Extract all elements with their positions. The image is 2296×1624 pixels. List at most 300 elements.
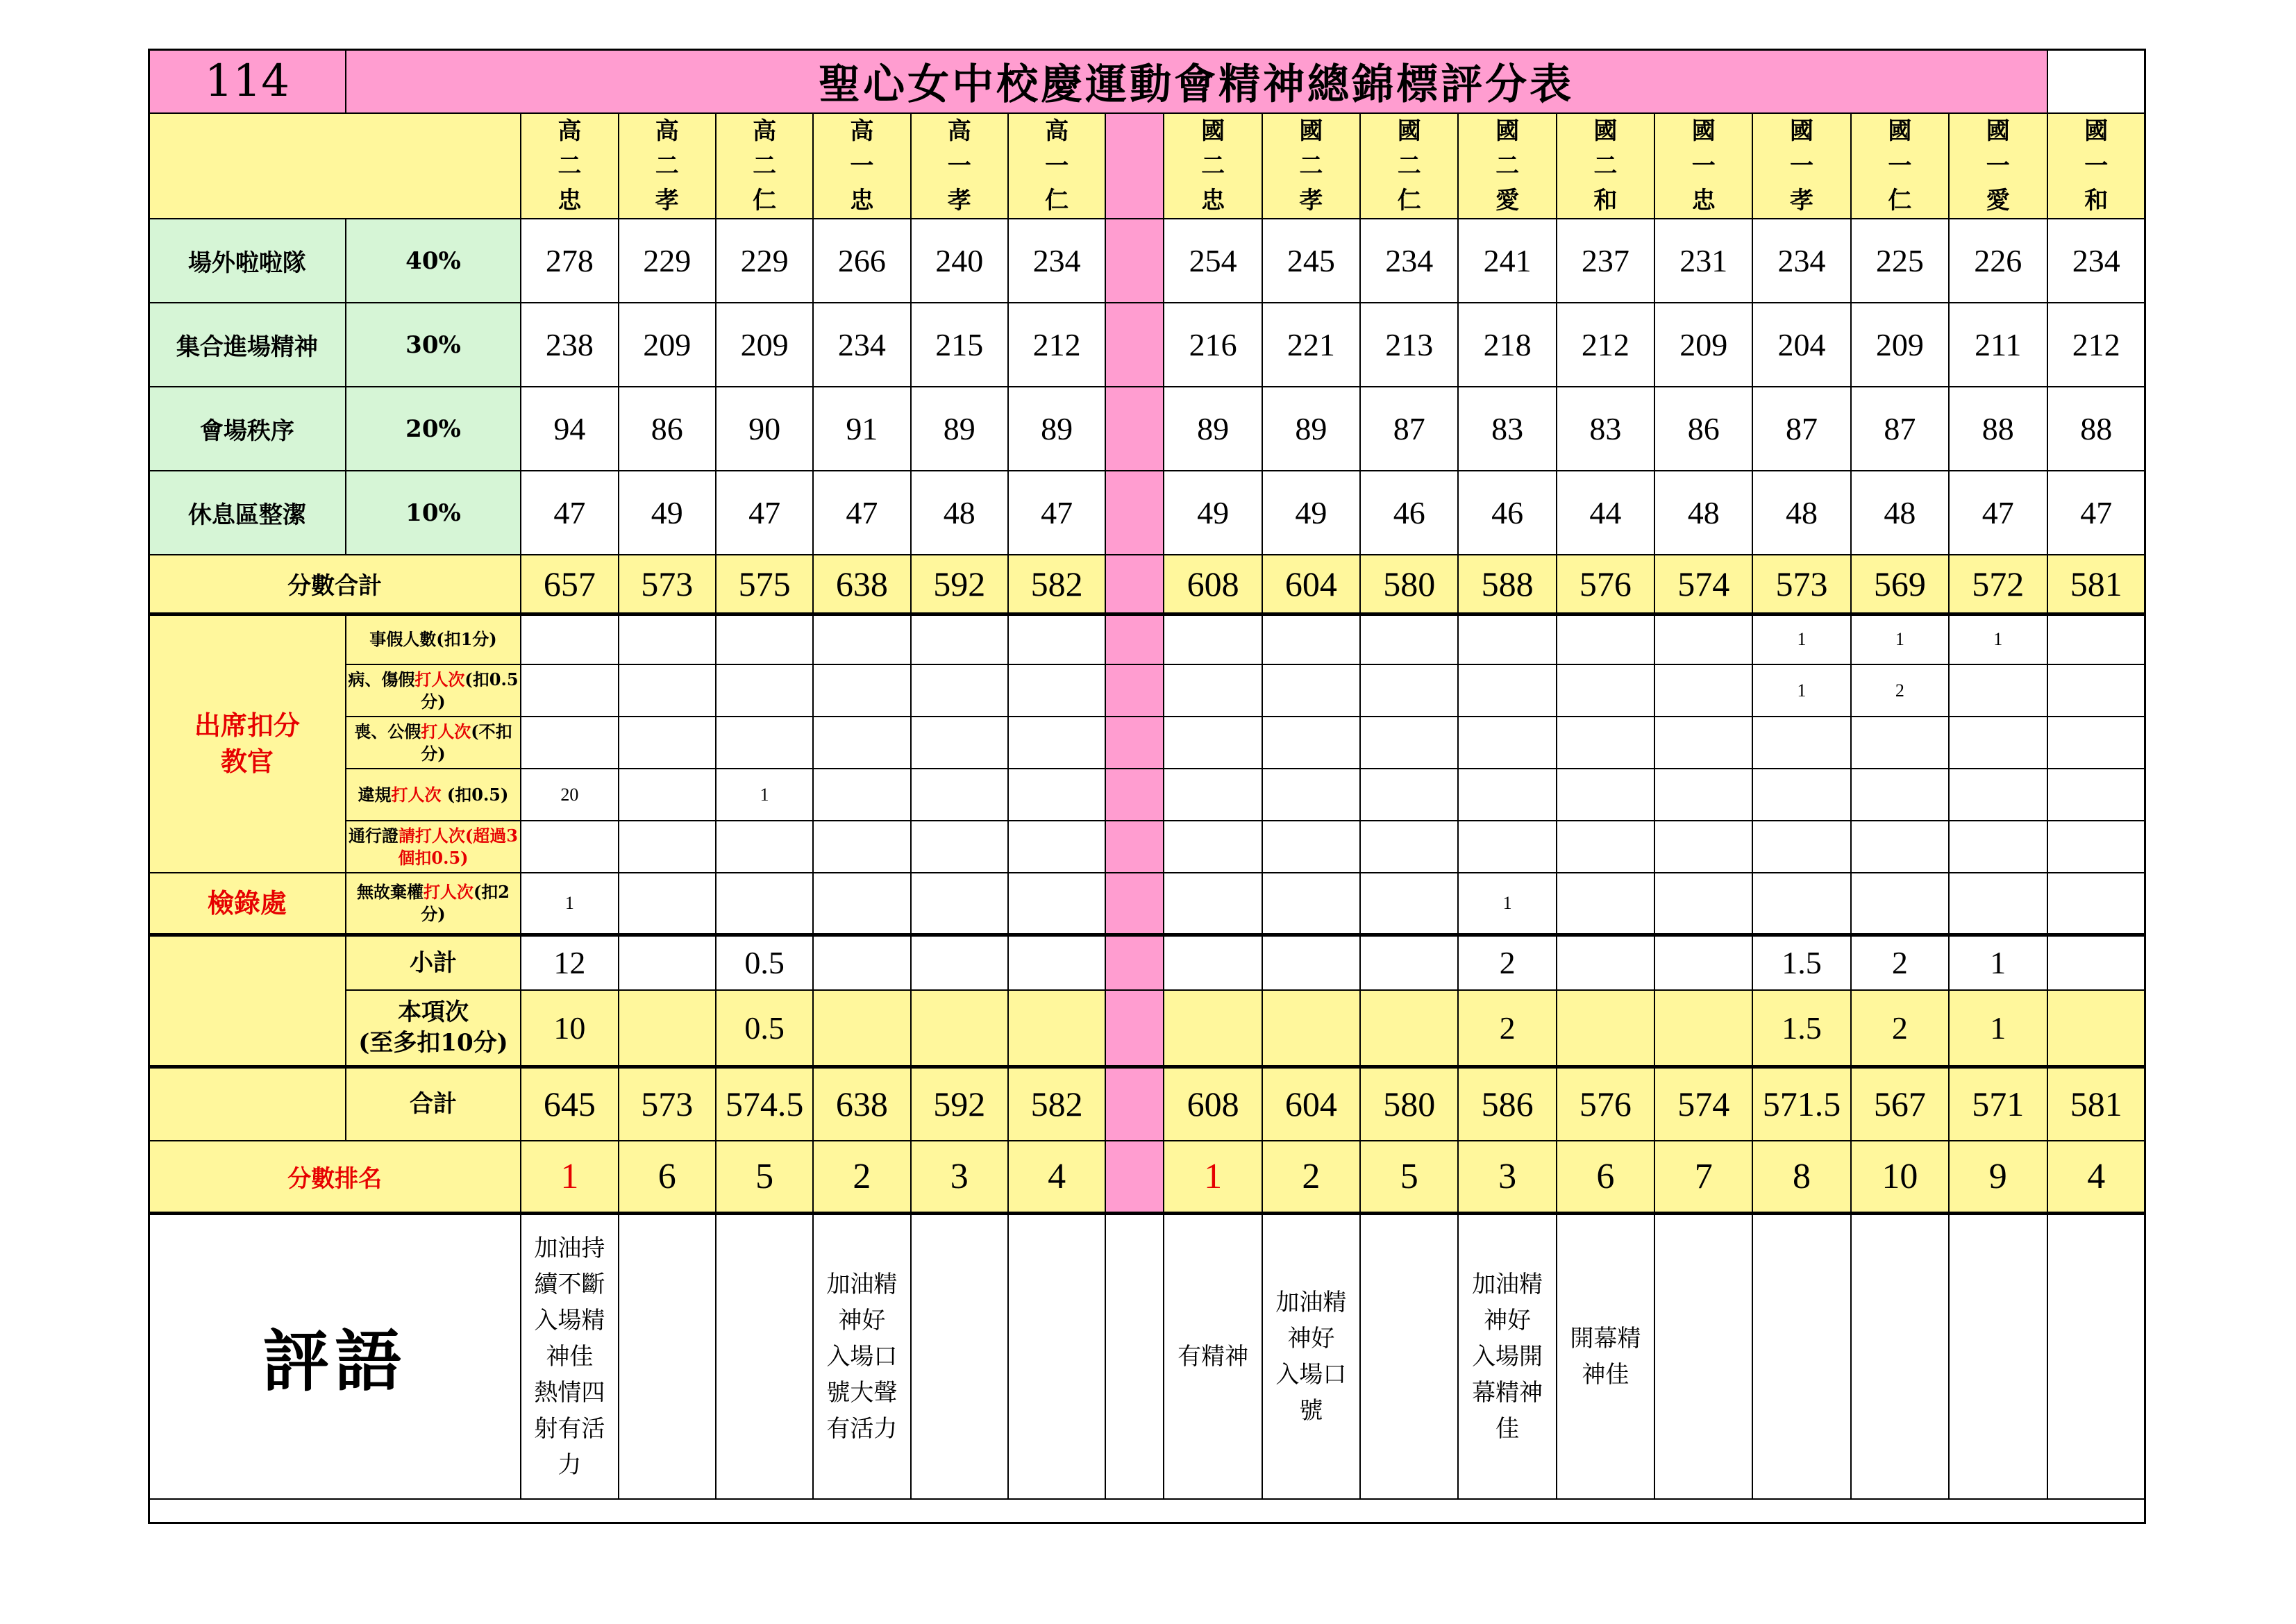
attendance-cell-junior-9 (2047, 821, 2145, 873)
score-cell-junior-9: 88 (2047, 387, 2145, 471)
attendance-cell-junior-8 (1949, 717, 2047, 769)
table-row (149, 219, 2145, 303)
subtotal-cell-high-5: 582 (1008, 555, 1105, 614)
category-weight: 20% (346, 387, 521, 471)
score-cell-junior-7: 209 (1851, 303, 1949, 387)
attendance-cell-junior-6: 1 (1752, 614, 1850, 664)
attendance-cell-junior-4 (1557, 769, 1654, 821)
score-cell-junior-0: 49 (1164, 471, 1262, 555)
subtotal-cell-high-4: 592 (911, 555, 1008, 614)
divider-column (1105, 614, 1164, 664)
attendance-cell-high-5 (1008, 614, 1105, 664)
attendance-cell-junior-2 (1360, 614, 1458, 664)
table-row (149, 113, 2145, 219)
score-cell-junior-7: 87 (1851, 387, 1949, 471)
score-cell-high-1: 49 (619, 471, 716, 555)
attendance-cell-junior-0 (1164, 769, 1262, 821)
total-cell-high-0: 645 (521, 1066, 618, 1141)
attendance-cell-high-2 (716, 664, 813, 717)
attendance-cell-junior-5 (1654, 769, 1752, 821)
category-label: 集合進場精神 (149, 303, 346, 387)
divider-column (1105, 873, 1164, 935)
attendance-cell-junior-2 (1360, 821, 1458, 873)
ranking-cell-junior-4: 6 (1557, 1141, 1654, 1213)
score-cell-high-3: 47 (813, 471, 910, 555)
score-cell-junior-6: 234 (1752, 219, 1850, 303)
comment-junior-5 (1654, 1213, 1752, 1499)
score-cell-high-5: 234 (1008, 219, 1105, 303)
class-header-junior-7: 國 一 仁 (1851, 113, 1949, 219)
divider-column (1105, 303, 1164, 387)
table-row (149, 935, 2145, 990)
attendance-cell-high-3 (813, 769, 910, 821)
attendance-cell-junior-0 (1164, 821, 1262, 873)
comment-junior-7 (1851, 1213, 1949, 1499)
attendance-item-label: 事假人數(扣1分) (346, 614, 521, 664)
score-cell-high-2: 47 (716, 471, 813, 555)
corner-cell (149, 113, 521, 219)
total-cell-junior-6: 571.5 (1752, 1066, 1850, 1141)
score-cell-high-3: 91 (813, 387, 910, 471)
score-cell-junior-4: 237 (1557, 219, 1654, 303)
inspection-cell-high-0: 1 (521, 873, 618, 935)
score-cell-junior-4: 44 (1557, 471, 1654, 555)
comment-junior-2 (1360, 1213, 1458, 1499)
divider-column (1105, 664, 1164, 717)
score-cell-high-1: 229 (619, 219, 716, 303)
attendance-cell-junior-4 (1557, 717, 1654, 769)
attendance-cell-high-5 (1008, 821, 1105, 873)
comment-high-4 (911, 1213, 1008, 1499)
inspection-cell-junior-4 (1557, 873, 1654, 935)
score-cell-junior-2: 213 (1360, 303, 1458, 387)
attendance-cell-junior-1 (1262, 717, 1360, 769)
divider-column (1105, 1066, 1164, 1141)
ranking-label: 分數排名 (149, 1141, 521, 1213)
total-cell-junior-1: 604 (1262, 1066, 1360, 1141)
attendance-section-label: 出席扣分 教官 (149, 614, 346, 873)
deduction-capped-cell-junior-4 (1557, 990, 1654, 1066)
table-row (149, 873, 2145, 935)
inspection-cell-high-5 (1008, 873, 1105, 935)
attendance-cell-high-4 (911, 717, 1008, 769)
attendance-cell-junior-1 (1262, 614, 1360, 664)
attendance-cell-high-4 (911, 614, 1008, 664)
score-cell-high-4: 240 (911, 219, 1008, 303)
deduction-capped-cell-high-2: 0.5 (716, 990, 813, 1066)
total-cell-high-5: 582 (1008, 1066, 1105, 1141)
attendance-item-label: 違規打人次 (扣0.5) (346, 769, 521, 821)
attendance-cell-junior-1 (1262, 664, 1360, 717)
class-header-high-3: 高 一 忠 (813, 113, 910, 219)
subtotal-cell-junior-0: 608 (1164, 555, 1262, 614)
ranking-cell-junior-9: 4 (2047, 1141, 2145, 1213)
attendance-cell-junior-7 (1851, 821, 1949, 873)
table-row (149, 614, 2145, 664)
inspection-cell-junior-9 (2047, 873, 2145, 935)
class-header-high-1: 高 二 孝 (619, 113, 716, 219)
attendance-cell-junior-8 (1949, 821, 2047, 873)
comment-high-2 (716, 1213, 813, 1499)
attendance-cell-high-0 (521, 664, 618, 717)
ranking-cell-junior-3: 3 (1458, 1141, 1556, 1213)
attendance-cell-junior-5 (1654, 821, 1752, 873)
inspection-cell-junior-2 (1360, 873, 1458, 935)
ranking-cell-junior-0: 1 (1164, 1141, 1262, 1213)
comment-high-5 (1008, 1213, 1105, 1499)
attendance-cell-high-1 (619, 821, 716, 873)
deduction-capped-cell-high-3 (813, 990, 910, 1066)
attendance-cell-junior-3 (1458, 614, 1556, 664)
class-header-junior-1: 國 二 孝 (1262, 113, 1360, 219)
score-cell-high-0: 278 (521, 219, 618, 303)
class-header-junior-5: 國 一 忠 (1654, 113, 1752, 219)
score-cell-junior-8: 226 (1949, 219, 2047, 303)
deduction-subtotal-cell-high-5 (1008, 935, 1105, 990)
table-row (149, 990, 2145, 1066)
score-cell-junior-5: 209 (1654, 303, 1752, 387)
attendance-item-label: 通行證請打人次(超過3個扣0.5) (346, 821, 521, 873)
comment-junior-1: 加油精 神好 入場口 號 (1262, 1213, 1360, 1499)
deduction-capped-cell-high-4 (911, 990, 1008, 1066)
class-header-junior-0: 國 二 忠 (1164, 113, 1262, 219)
comment-junior-3: 加油精 神好 入場開 幕精神 佳 (1458, 1213, 1556, 1499)
score-cell-high-5: 89 (1008, 387, 1105, 471)
score-cell-junior-7: 48 (1851, 471, 1949, 555)
page-title: 聖心女中校慶運動會精神總錦標評分表 (346, 49, 2047, 113)
comment-junior-0: 有精神 (1164, 1213, 1262, 1499)
attendance-cell-junior-3 (1458, 769, 1556, 821)
subtotal-cell-high-0: 657 (521, 555, 618, 614)
class-header-junior-4: 國 二 和 (1557, 113, 1654, 219)
divider-column (1105, 821, 1164, 873)
attendance-cell-junior-4 (1557, 821, 1654, 873)
score-cell-junior-5: 86 (1654, 387, 1752, 471)
divider-column (1105, 990, 1164, 1066)
attendance-cell-high-1 (619, 664, 716, 717)
total-cell-junior-3: 586 (1458, 1066, 1556, 1141)
attendance-cell-high-0 (521, 717, 618, 769)
inspection-cell-high-1 (619, 873, 716, 935)
attendance-cell-junior-4 (1557, 664, 1654, 717)
subtotal-cell-junior-4: 576 (1557, 555, 1654, 614)
subtotal-cell-junior-8: 572 (1949, 555, 2047, 614)
score-cell-junior-2: 234 (1360, 219, 1458, 303)
deduction-capped-cell-junior-8: 1 (1949, 990, 2047, 1066)
ranking-cell-high-5: 4 (1008, 1141, 1105, 1213)
attendance-item-label: 喪、公假打人次(不扣分) (346, 717, 521, 769)
attendance-cell-junior-2 (1360, 717, 1458, 769)
deduction-subtotal-cell-junior-3: 2 (1458, 935, 1556, 990)
subtotal-cell-junior-2: 580 (1360, 555, 1458, 614)
score-cell-high-0: 47 (521, 471, 618, 555)
attendance-cell-junior-0 (1164, 614, 1262, 664)
subtotal-cell-junior-6: 573 (1752, 555, 1850, 614)
deduction-capped-cell-junior-7: 2 (1851, 990, 1949, 1066)
deduction-capped-cell-junior-6: 1.5 (1752, 990, 1850, 1066)
table-row (149, 821, 2145, 873)
ranking-cell-high-3: 2 (813, 1141, 910, 1213)
score-cell-junior-3: 241 (1458, 219, 1556, 303)
subtotal-cell-junior-7: 569 (1851, 555, 1949, 614)
class-header-junior-8: 國 一 愛 (1949, 113, 2047, 219)
attendance-cell-junior-7 (1851, 769, 1949, 821)
attendance-cell-high-1 (619, 717, 716, 769)
ranking-cell-junior-7: 10 (1851, 1141, 1949, 1213)
score-cell-high-4: 89 (911, 387, 1008, 471)
table-row (149, 303, 2145, 387)
class-header-junior-2: 國 二 仁 (1360, 113, 1458, 219)
subtotal-label: 分數合計 (149, 555, 521, 614)
score-cell-junior-8: 47 (1949, 471, 2047, 555)
divider-column (1105, 1213, 1164, 1499)
comment-junior-6 (1752, 1213, 1850, 1499)
score-cell-junior-8: 88 (1949, 387, 2047, 471)
subtotal-cell-high-1: 573 (619, 555, 716, 614)
attendance-cell-high-2 (716, 614, 813, 664)
total-cell-high-2: 574.5 (716, 1066, 813, 1141)
subtotal-cell-high-2: 575 (716, 555, 813, 614)
divider-column (1105, 935, 1164, 990)
divider-column (1105, 113, 1164, 219)
attendance-cell-junior-7 (1851, 717, 1949, 769)
deduction-subtotal-cell-high-3 (813, 935, 910, 990)
divider-column (1105, 387, 1164, 471)
subtotal-cell-junior-3: 588 (1458, 555, 1556, 614)
attendance-cell-high-2: 1 (716, 769, 813, 821)
inspection-cell-junior-6 (1752, 873, 1850, 935)
score-cell-junior-9: 234 (2047, 219, 2145, 303)
total-cell-high-3: 638 (813, 1066, 910, 1141)
attendance-cell-junior-9 (2047, 664, 2145, 717)
subtotal-cell-high-3: 638 (813, 555, 910, 614)
deduction-subtotal-cell-high-4 (911, 935, 1008, 990)
inspection-cell-high-3 (813, 873, 910, 935)
score-cell-high-4: 215 (911, 303, 1008, 387)
total-cell-junior-0: 608 (1164, 1066, 1262, 1141)
total-cell-high-4: 592 (911, 1066, 1008, 1141)
comment-junior-4: 開幕精 神佳 (1557, 1213, 1654, 1499)
category-label: 會場秩序 (149, 387, 346, 471)
attendance-cell-high-2 (716, 717, 813, 769)
ranking-cell-high-4: 3 (911, 1141, 1008, 1213)
score-cell-junior-5: 231 (1654, 219, 1752, 303)
ranking-cell-junior-1: 2 (1262, 1141, 1360, 1213)
attendance-cell-high-1 (619, 614, 716, 664)
score-table (148, 49, 2146, 1500)
deduction-subtotal-cell-junior-2 (1360, 935, 1458, 990)
attendance-cell-high-4 (911, 821, 1008, 873)
divider-column (1105, 471, 1164, 555)
ranking-cell-high-1: 6 (619, 1141, 716, 1213)
ranking-cell-junior-2: 5 (1360, 1141, 1458, 1213)
ranking-cell-junior-8: 9 (1949, 1141, 2047, 1213)
table-row (149, 717, 2145, 769)
attendance-cell-high-4 (911, 664, 1008, 717)
total-cell-junior-7: 567 (1851, 1066, 1949, 1141)
inspection-item-label: 無故棄權打人次(扣2分) (346, 873, 521, 935)
class-header-high-0: 高 二 忠 (521, 113, 618, 219)
attendance-cell-junior-8 (1949, 769, 2047, 821)
comment-high-3: 加油精 神好 入場口 號大聲 有活力 (813, 1213, 910, 1499)
class-header-junior-9: 國 一 和 (2047, 113, 2145, 219)
score-cell-high-3: 266 (813, 219, 910, 303)
category-weight: 40% (346, 219, 521, 303)
attendance-cell-high-5 (1008, 664, 1105, 717)
deduction-capped-cell-junior-1 (1262, 990, 1360, 1066)
score-cell-junior-8: 211 (1949, 303, 2047, 387)
deduction-capped-cell-high-5 (1008, 990, 1105, 1066)
attendance-cell-junior-3 (1458, 821, 1556, 873)
attendance-cell-high-3 (813, 614, 910, 664)
year-cell: 114 (149, 49, 346, 113)
attendance-cell-junior-8 (1949, 664, 2047, 717)
deduction-subtotal-cell-junior-5 (1654, 935, 1752, 990)
ranking-cell-high-0: 1 (521, 1141, 618, 1213)
attendance-cell-high-2 (716, 821, 813, 873)
score-cell-high-2: 90 (716, 387, 813, 471)
score-cell-junior-3: 218 (1458, 303, 1556, 387)
attendance-cell-high-3 (813, 664, 910, 717)
deduction-subtotal-cell-junior-9 (2047, 935, 2145, 990)
score-cell-high-5: 47 (1008, 471, 1105, 555)
class-header-high-4: 高 一 孝 (911, 113, 1008, 219)
inspection-cell-junior-1 (1262, 873, 1360, 935)
score-cell-junior-7: 225 (1851, 219, 1949, 303)
score-cell-junior-4: 83 (1557, 387, 1654, 471)
table-row (149, 769, 2145, 821)
deduction-capped-cell-junior-2 (1360, 990, 1458, 1066)
total-cell-junior-4: 576 (1557, 1066, 1654, 1141)
attendance-cell-junior-7: 1 (1851, 614, 1949, 664)
comment-high-0: 加油持 續不斷 入場精 神佳 熱情四 射有活 力 (521, 1213, 618, 1499)
deduction-subtotal-cell-high-1 (619, 935, 716, 990)
total-cell-junior-8: 571 (1949, 1066, 2047, 1141)
table-row (149, 49, 2145, 113)
total-cell-high-1: 573 (619, 1066, 716, 1141)
attendance-cell-high-5 (1008, 717, 1105, 769)
score-cell-junior-3: 46 (1458, 471, 1556, 555)
table-row (149, 1141, 2145, 1213)
attendance-cell-junior-2 (1360, 664, 1458, 717)
class-header-junior-3: 國 二 愛 (1458, 113, 1556, 219)
table-row (149, 664, 2145, 717)
inspection-section-label: 檢錄處 (149, 873, 346, 935)
score-cell-junior-0: 216 (1164, 303, 1262, 387)
inspection-cell-junior-5 (1654, 873, 1752, 935)
total-label: 合計 (346, 1066, 521, 1141)
attendance-cell-junior-7: 2 (1851, 664, 1949, 717)
subtotal-cell-junior-1: 604 (1262, 555, 1360, 614)
score-cell-junior-9: 212 (2047, 303, 2145, 387)
attendance-cell-junior-9 (2047, 717, 2145, 769)
divider-column (1105, 717, 1164, 769)
table-row (149, 387, 2145, 471)
ranking-cell-high-2: 5 (716, 1141, 813, 1213)
attendance-cell-junior-5 (1654, 614, 1752, 664)
score-cell-junior-4: 212 (1557, 303, 1654, 387)
category-weight: 10% (346, 471, 521, 555)
attendance-cell-junior-1 (1262, 769, 1360, 821)
comments-label: 評語 (149, 1213, 521, 1499)
table-row (149, 1213, 2145, 1499)
deduction-subtotal-cell-junior-8: 1 (1949, 935, 2047, 990)
score-cell-high-0: 238 (521, 303, 618, 387)
score-cell-junior-2: 87 (1360, 387, 1458, 471)
deduction-subtotal-cell-high-0: 12 (521, 935, 618, 990)
score-cell-junior-6: 48 (1752, 471, 1850, 555)
attendance-cell-junior-4 (1557, 614, 1654, 664)
category-label: 休息區整潔 (149, 471, 346, 555)
deduction-subtotal-label: 小計 (346, 935, 521, 990)
ranking-cell-junior-6: 8 (1752, 1141, 1850, 1213)
attendance-cell-high-5 (1008, 769, 1105, 821)
class-header-junior-6: 國 一 孝 (1752, 113, 1850, 219)
deduction-subtotal-cell-junior-7: 2 (1851, 935, 1949, 990)
attendance-cell-junior-3 (1458, 717, 1556, 769)
total-cell-junior-2: 580 (1360, 1066, 1458, 1141)
score-sheet (148, 49, 2146, 1524)
subtotal-cell-junior-5: 574 (1654, 555, 1752, 614)
score-cell-junior-5: 48 (1654, 471, 1752, 555)
attendance-cell-high-0: 20 (521, 769, 618, 821)
divider-column (1105, 219, 1164, 303)
attendance-cell-high-1 (619, 769, 716, 821)
comment-high-1 (619, 1213, 716, 1499)
subtotal-cell-junior-9: 581 (2047, 555, 2145, 614)
attendance-cell-junior-6 (1752, 769, 1850, 821)
score-cell-high-5: 212 (1008, 303, 1105, 387)
total-blank (149, 1066, 346, 1141)
deduction-subtotal-cell-junior-4 (1557, 935, 1654, 990)
table-row (149, 1066, 2145, 1141)
attendance-cell-junior-9 (2047, 769, 2145, 821)
attendance-cell-junior-1 (1262, 821, 1360, 873)
attendance-cell-high-0 (521, 821, 618, 873)
comment-junior-8 (1949, 1213, 2047, 1499)
table-row (149, 555, 2145, 614)
score-cell-junior-0: 254 (1164, 219, 1262, 303)
attendance-cell-junior-5 (1654, 717, 1752, 769)
deduction-blank (149, 935, 346, 1066)
score-cell-high-0: 94 (521, 387, 618, 471)
attendance-cell-high-3 (813, 717, 910, 769)
attendance-cell-junior-0 (1164, 664, 1262, 717)
attendance-item-label: 病、傷假打人次(扣0.5分) (346, 664, 521, 717)
deduction-subtotal-cell-high-2: 0.5 (716, 935, 813, 990)
deduction-subtotal-cell-junior-0 (1164, 935, 1262, 990)
score-cell-high-1: 209 (619, 303, 716, 387)
deduction-capped-cell-junior-9 (2047, 990, 2145, 1066)
score-cell-junior-6: 87 (1752, 387, 1850, 471)
attendance-cell-junior-6 (1752, 717, 1850, 769)
inspection-cell-junior-8 (1949, 873, 2047, 935)
ranking-cell-junior-5: 7 (1654, 1141, 1752, 1213)
attendance-cell-junior-5 (1654, 664, 1752, 717)
total-cell-junior-9: 581 (2047, 1066, 2145, 1141)
score-cell-junior-0: 89 (1164, 387, 1262, 471)
score-cell-high-3: 234 (813, 303, 910, 387)
inspection-cell-junior-3: 1 (1458, 873, 1556, 935)
score-cell-junior-1: 49 (1262, 471, 1360, 555)
comment-junior-9 (2047, 1213, 2145, 1499)
score-cell-junior-9: 47 (2047, 471, 2145, 555)
attendance-cell-junior-8: 1 (1949, 614, 2047, 664)
deduction-capped-cell-high-0: 10 (521, 990, 618, 1066)
deduction-capped-label: 本項次 (至多扣10分) (346, 990, 521, 1066)
deduction-subtotal-cell-junior-1 (1262, 935, 1360, 990)
category-weight: 30% (346, 303, 521, 387)
